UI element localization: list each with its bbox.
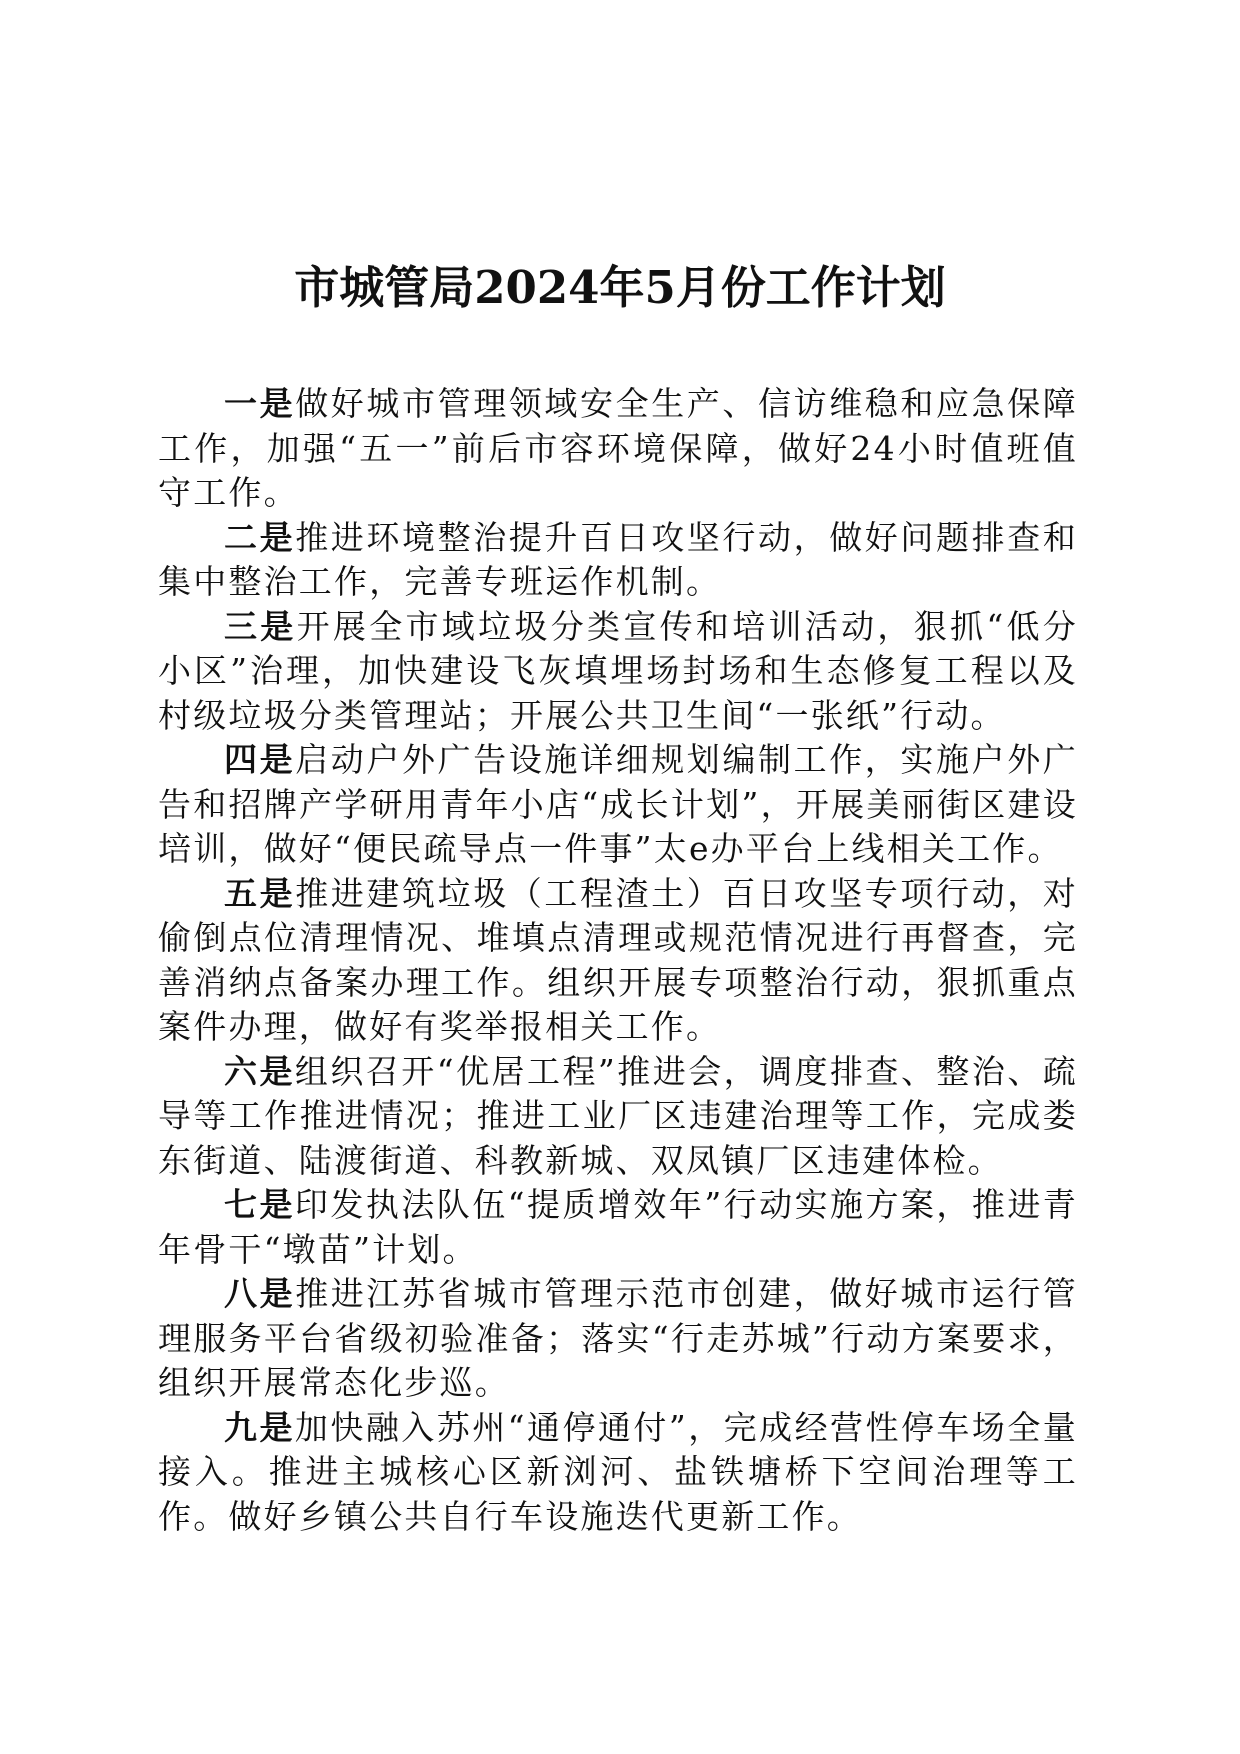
document-body	[158, 382, 1078, 1539]
plan-item-8	[158, 1272, 1078, 1406]
plan-item-4	[158, 738, 1078, 872]
item-text: 做好城市管理领域安全生产、信访维稳和应急保障工作，加强“五一”前后市容环境保障，做好24小时值班值守工作。	[158, 384, 1078, 512]
item-lead: 二是	[224, 517, 296, 557]
item-lead: 六是	[224, 1051, 295, 1091]
item-lead: 四是	[224, 740, 296, 779]
plan-item-6	[158, 1050, 1078, 1184]
item-text: 推进江苏省城市管理示范市创建，做好城市运行管理服务平台省级初验准备；落实“行走苏城”行动方案要求，组织开展常态化步巡。	[158, 1274, 1078, 1402]
plan-item-5	[158, 872, 1078, 1050]
item-lead: 七是	[224, 1185, 295, 1224]
plan-item-2	[158, 516, 1078, 605]
item-text: 启动户外广告设施详细规划编制工作，实施户外广告和招牌产学研用青年小店“成长计划”，开展美丽街区建设培训，做好“便民疏导点一件事”太e办平台上线相关工作。	[158, 740, 1078, 868]
item-lead: 九是	[224, 1407, 295, 1447]
item-lead: 五是	[224, 873, 296, 913]
plan-item-9	[158, 1406, 1078, 1540]
item-text: 推进建筑垃圾（工程渣土）百日攻坚专项行动，对偷倒点位清理情况、堆填点清理或规范情况进行再督查，完善消纳点备案办理工作。组织开展专项整治行动，狠抓重点案件办理，做好有奖举报相关工作。	[158, 873, 1078, 1046]
plan-item-3	[158, 605, 1078, 739]
item-lead: 三是	[224, 606, 297, 646]
item-text: 加快融入苏州“通停通付”，完成经营性停车场全量接入。推进主城核心区新浏河、盐铁塘桥下空间治理等工作。做好乡镇公共自行车设施迭代更新工作。	[158, 1407, 1078, 1536]
item-text: 推进环境整治提升百日攻坚行动，做好问题排查和集中整治工作，完善专班运作机制。	[158, 517, 1078, 601]
plan-item-1	[158, 382, 1078, 516]
plan-item-7	[158, 1183, 1078, 1272]
item-text: 印发执法队伍“提质增效年”行动实施方案，推进青年骨干“墩苗”计划。	[158, 1185, 1078, 1269]
document-title: 市城管局2024年5月份工作计划	[294, 261, 946, 314]
item-text: 组织召开“优居工程”推进会，调度排查、整治、疏导等工作推进情况；推进工业厂区违建治理等工作，完成娄东街道、陆渡街道、科教新城、双凤镇厂区违建体检。	[158, 1051, 1078, 1180]
item-text: 开展全市域垃圾分类宣传和培训活动，狠抓“低分小区”治理，加快建设飞灰填埋场封场和生态修复工程以及村级垃圾分类管理站；开展公共卫生间“一张纸”行动。	[158, 606, 1078, 735]
item-lead: 一是	[224, 384, 296, 423]
item-lead: 八是	[224, 1274, 296, 1313]
